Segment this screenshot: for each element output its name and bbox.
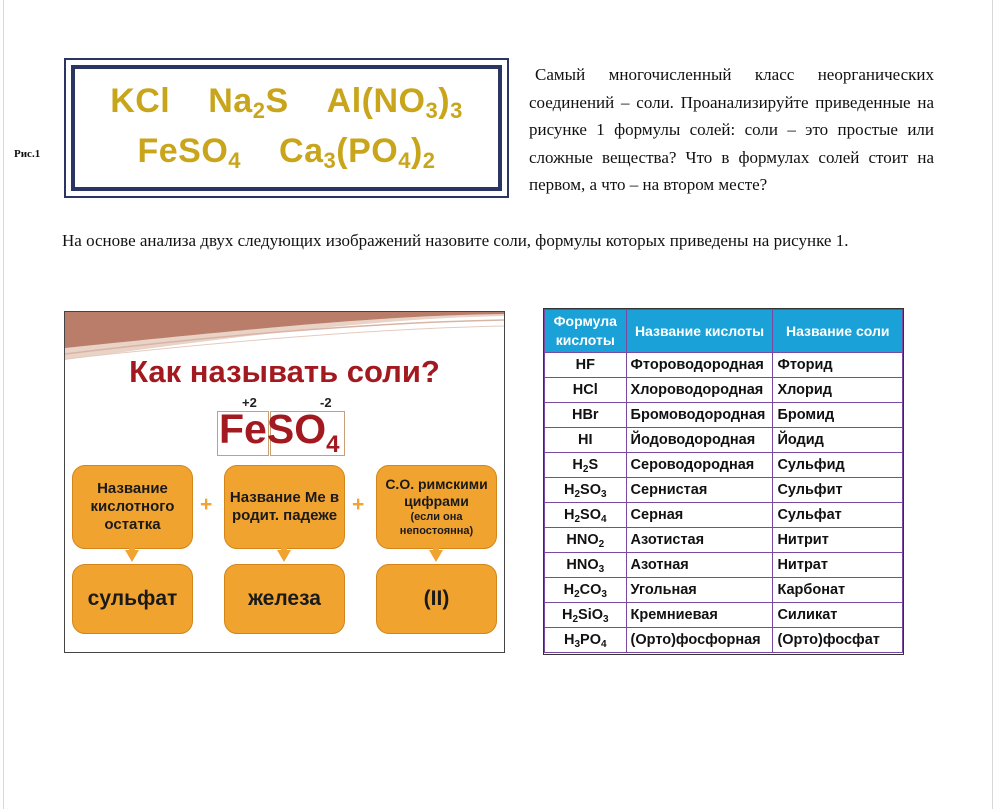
salt-name-cell: Сульфат: [773, 503, 903, 528]
acid-formula-cell: $H_2SiO_3$: [545, 603, 627, 628]
salt-name-cell: Нитрат: [773, 553, 903, 578]
result-box-valence: (II): [376, 564, 497, 634]
acid-formula-cell: HCl: [545, 378, 627, 403]
plus-icon: +: [352, 493, 365, 516]
acid-name-cell: Сероводородная: [626, 453, 773, 478]
acid-salt-table: [544, 309, 903, 653]
salt-name-cell: Силикат: [773, 603, 903, 628]
naming-salts-slide: [64, 311, 505, 653]
salt-name-cell: Бромид: [773, 403, 903, 428]
acid-formula-cell: HBr: [545, 403, 627, 428]
acid-formula-cell: $H_3PO_4$: [545, 628, 627, 653]
example-formula: FeSO$_4$: [219, 406, 340, 458]
result-box-sulfate: сульфат: [72, 564, 193, 634]
header-acid-formula: Формула кислоты: [545, 310, 627, 353]
acid-formula-cell: HF: [545, 353, 627, 378]
acid-formula-cell: $H_2CO_3$: [545, 578, 627, 603]
rule-box-oxidation-state: С.О. римскими цифрами (если она непостоянна): [376, 465, 497, 549]
rule-box-acid-residue: Название кислотного остатка: [72, 465, 193, 549]
acid-formula-cell: $H_2SO_3$: [545, 478, 627, 503]
acid-name-cell: Бромоводородная: [626, 403, 773, 428]
acid-name-cell: Сернистая: [626, 478, 773, 503]
plus-icon: +: [200, 493, 213, 516]
formula-line-2: [75, 132, 498, 171]
salt-name-cell: Сульфит: [773, 478, 903, 503]
header-acid-name: Название кислоты: [626, 310, 773, 353]
table-row: [545, 403, 903, 428]
oxidation-state-cation: +2: [242, 395, 257, 410]
header-salt-name: Название соли: [773, 310, 903, 353]
salt-name-cell: Сульфид: [773, 453, 903, 478]
acid-name-cell: Угольная: [626, 578, 773, 603]
oxidation-state-anion: -2: [320, 395, 332, 410]
acid-formula-cell: HI: [545, 428, 627, 453]
acid-name-cell: Фтороводородная: [626, 353, 773, 378]
salt-formula: $Al(NO_3)_3$: [326, 82, 463, 123]
intro-paragraph: Самый многочисленный класс неорганических соединений – соли. Проанализируйте приведенные на рисунке 1 формулы солей: соли – это простые или сложные вещества? Что в формулах солей стоит на первом, а что – на втором месте?: [529, 65, 934, 195]
table-row: [545, 553, 903, 578]
rule-box-metal-name: Название Ме в родит. падеже: [224, 465, 345, 549]
salt-name-cell: Йодид: [773, 428, 903, 453]
figure-label: Рис.1: [14, 148, 41, 160]
table-row: [545, 428, 903, 453]
salt-name-cell: Фторид: [773, 353, 903, 378]
salt-name-cell: Карбонат: [773, 578, 903, 603]
table-row: [545, 528, 903, 553]
table-row: [545, 478, 903, 503]
table-row: [545, 453, 903, 478]
acid-name-cell: Йодоводородная: [626, 428, 773, 453]
acid-name-cell: Серная: [626, 503, 773, 528]
salt-formula: $Ca_3(PO_4)_2$: [279, 132, 436, 173]
acid-name-cell: Хлороводородная: [626, 378, 773, 403]
table-header-row: [545, 310, 903, 353]
formula-line-1: [75, 82, 498, 121]
table-row: [545, 503, 903, 528]
table-row: [545, 628, 903, 653]
task-paragraph: На основе анализа двух следующих изображений назовите соли, формулы которых приведены на рисунке 1.: [62, 231, 849, 250]
acid-formula-cell: $HNO_2$: [545, 528, 627, 553]
salt-formula: FeSO$_4$: [137, 132, 242, 173]
acid-formula-cell: $HNO_3$: [545, 553, 627, 578]
acid-name-cell: Азотистая: [626, 528, 773, 553]
acid-formula-cell: $H_2S$: [545, 453, 627, 478]
table-row: [545, 603, 903, 628]
arrow-down-icon: [277, 550, 291, 562]
result-box-iron: железа: [224, 564, 345, 634]
salt-formula: $Na_2S$: [208, 82, 289, 123]
salt-formulas-figure: [64, 58, 509, 198]
table-row: [545, 353, 903, 378]
table-row: [545, 378, 903, 403]
acid-name-cell: (Орто)фосфорная: [626, 628, 773, 653]
salt-name-cell: (Орто)фосфат: [773, 628, 903, 653]
salt-formula: KCl: [110, 82, 171, 120]
arrow-down-icon: [429, 550, 443, 562]
arrow-down-icon: [125, 550, 139, 562]
salt-name-cell: Нитрит: [773, 528, 903, 553]
salt-name-cell: Хлорид: [773, 378, 903, 403]
table-row: [545, 578, 903, 603]
slide-title: Как называть соли?: [129, 354, 440, 389]
acid-name-cell: Азотная: [626, 553, 773, 578]
acid-name-cell: Кремниевая: [626, 603, 773, 628]
acid-formula-cell: $H_2SO_4$: [545, 503, 627, 528]
